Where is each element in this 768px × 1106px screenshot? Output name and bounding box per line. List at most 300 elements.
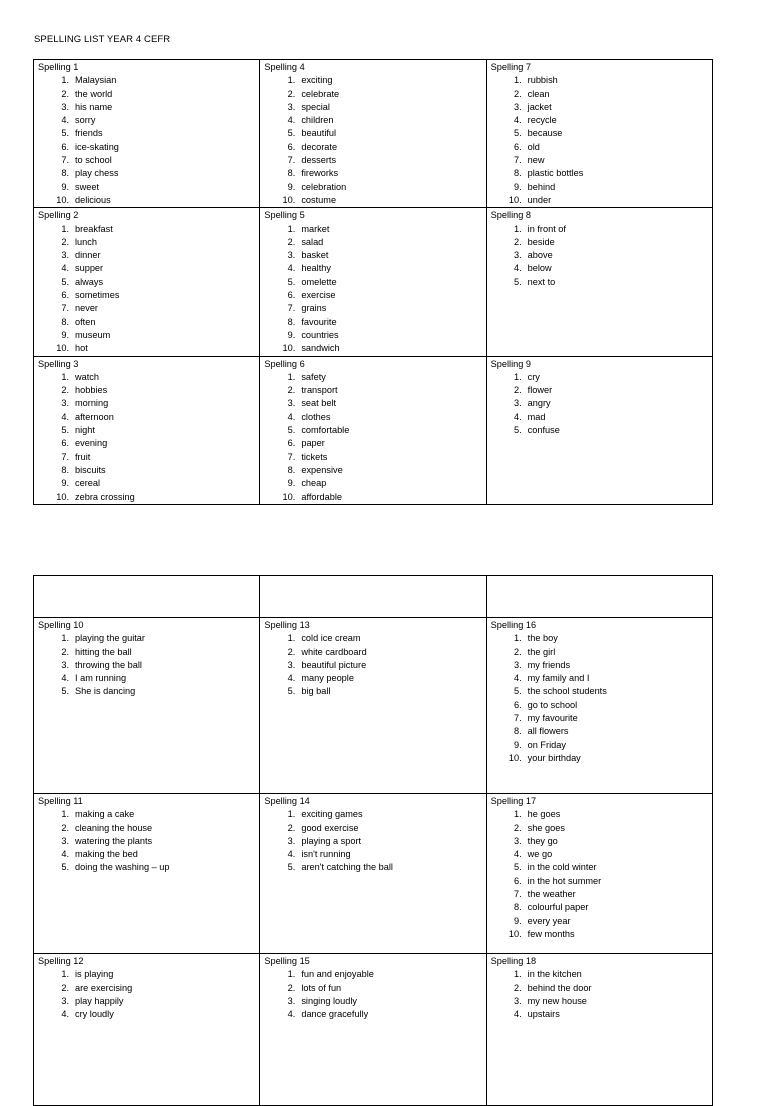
item-number: 7. bbox=[513, 713, 522, 724]
word-text: making the bed bbox=[75, 849, 138, 860]
spelling-title: Spelling 10 bbox=[38, 620, 84, 630]
item-number: 2. bbox=[287, 385, 296, 396]
word-item bbox=[264, 861, 482, 874]
item-number: 5. bbox=[61, 686, 69, 697]
word-item bbox=[491, 646, 709, 659]
word-text: ice-skating bbox=[75, 141, 119, 152]
item-number: 2. bbox=[287, 982, 296, 993]
word-text: sorry bbox=[75, 115, 96, 126]
word-list bbox=[264, 74, 482, 207]
item-number: 4. bbox=[287, 673, 296, 684]
word-text: dinner bbox=[75, 250, 101, 261]
word-item bbox=[264, 384, 482, 397]
word-text: big ball bbox=[301, 686, 331, 697]
spelling-cell bbox=[260, 208, 486, 356]
word-item bbox=[264, 632, 482, 645]
word-item bbox=[491, 154, 709, 167]
word-text: expensive bbox=[301, 464, 343, 475]
item-number: 4. bbox=[287, 849, 296, 860]
word-item bbox=[491, 397, 709, 410]
item-number: 5. bbox=[61, 425, 69, 436]
item-number: 4. bbox=[513, 263, 522, 274]
word-text: the school students bbox=[527, 686, 607, 697]
word-text: plastic bottles bbox=[527, 168, 584, 179]
word-item bbox=[38, 995, 256, 1008]
item-number: 3. bbox=[287, 101, 296, 112]
item-number: 4. bbox=[61, 1009, 69, 1020]
word-item bbox=[491, 141, 709, 154]
word-text: delicious bbox=[75, 194, 111, 205]
word-item bbox=[38, 808, 256, 821]
word-item bbox=[38, 659, 256, 672]
word-text: never bbox=[75, 303, 98, 314]
spelling-cell bbox=[486, 356, 712, 504]
spelling-title: Spelling 9 bbox=[490, 358, 532, 369]
word-text: new bbox=[527, 155, 545, 166]
word-text: she goes bbox=[527, 822, 565, 833]
word-text: your birthday bbox=[527, 752, 581, 763]
word-item bbox=[38, 329, 256, 342]
item-number: 7. bbox=[61, 303, 69, 314]
word-item bbox=[491, 1008, 709, 1021]
word-list bbox=[38, 632, 256, 698]
item-number: 10. bbox=[508, 194, 522, 205]
word-item bbox=[38, 181, 256, 194]
word-item bbox=[38, 262, 256, 275]
word-item bbox=[38, 342, 256, 355]
item-number: 6. bbox=[513, 699, 522, 710]
word-text: clean bbox=[527, 88, 550, 99]
word-text: under bbox=[527, 194, 552, 205]
word-item bbox=[264, 1008, 482, 1021]
word-text: behind the door bbox=[527, 982, 592, 993]
word-item bbox=[491, 236, 709, 249]
item-number: 4. bbox=[287, 1009, 296, 1020]
word-text: in front of bbox=[527, 223, 566, 234]
item-number: 3. bbox=[513, 101, 522, 112]
word-item bbox=[264, 194, 482, 207]
word-item bbox=[491, 739, 709, 752]
word-text: transport bbox=[301, 385, 338, 396]
word-text: my new house bbox=[527, 995, 587, 1006]
word-text: salad bbox=[301, 236, 324, 247]
word-item bbox=[38, 685, 256, 698]
item-number: 3. bbox=[287, 659, 296, 670]
word-text: fruit bbox=[75, 451, 91, 462]
item-number: 5. bbox=[287, 686, 296, 697]
item-number: 5. bbox=[513, 425, 522, 436]
item-number: 3. bbox=[513, 659, 522, 670]
word-text: beside bbox=[527, 236, 555, 247]
word-item bbox=[491, 101, 709, 114]
word-text: his name bbox=[75, 101, 113, 112]
item-number: 3. bbox=[513, 250, 522, 261]
item-number: 5. bbox=[61, 862, 69, 873]
item-number: 1. bbox=[513, 969, 522, 980]
item-number: 2. bbox=[61, 982, 69, 993]
word-list bbox=[264, 371, 482, 504]
word-text: watch bbox=[75, 371, 100, 382]
word-text: supper bbox=[75, 263, 104, 274]
word-item bbox=[264, 141, 482, 154]
item-number: 2. bbox=[287, 822, 296, 833]
word-text: costume bbox=[301, 194, 337, 205]
item-number: 8. bbox=[61, 464, 69, 475]
item-number: 1. bbox=[513, 75, 522, 86]
word-text: to school bbox=[75, 155, 112, 166]
item-number: 7. bbox=[513, 889, 522, 900]
word-item bbox=[264, 995, 482, 1008]
item-number: 2. bbox=[61, 236, 69, 247]
word-item bbox=[491, 808, 709, 821]
word-text: lunch bbox=[75, 236, 97, 247]
word-text: isn't running bbox=[301, 849, 351, 860]
word-item bbox=[264, 659, 482, 672]
spelling-cell bbox=[34, 356, 260, 504]
word-item bbox=[38, 194, 256, 207]
word-text: She is dancing bbox=[75, 686, 136, 697]
word-list bbox=[38, 74, 256, 207]
word-item bbox=[264, 848, 482, 861]
item-number: 9. bbox=[287, 329, 296, 340]
spelling-cell bbox=[486, 60, 712, 208]
word-item bbox=[264, 262, 482, 275]
word-text: play chess bbox=[75, 168, 119, 179]
table-2-body bbox=[34, 576, 713, 1106]
word-text: night bbox=[75, 425, 95, 436]
word-text: above bbox=[527, 250, 553, 261]
item-number: 5. bbox=[513, 128, 522, 139]
item-number: 9. bbox=[61, 329, 69, 340]
word-item bbox=[491, 371, 709, 384]
item-number: 9. bbox=[287, 181, 296, 192]
word-item bbox=[38, 672, 256, 685]
word-text: the weather bbox=[527, 889, 576, 900]
word-text: in the cold winter bbox=[527, 862, 597, 873]
table-row bbox=[34, 794, 713, 954]
word-text: museum bbox=[75, 329, 111, 340]
word-text: hobbies bbox=[75, 385, 108, 396]
item-number: 2. bbox=[513, 822, 522, 833]
item-number: 1. bbox=[287, 75, 296, 86]
item-number: 4. bbox=[513, 849, 522, 860]
spelling-title: Spelling 14 bbox=[264, 796, 310, 806]
item-number: 8. bbox=[61, 316, 69, 327]
item-number: 5. bbox=[513, 862, 522, 873]
item-number: 3. bbox=[287, 995, 296, 1006]
word-text: special bbox=[301, 101, 330, 112]
item-number: 1. bbox=[61, 633, 69, 644]
word-item bbox=[491, 127, 709, 140]
word-item bbox=[491, 672, 709, 685]
item-number: 5. bbox=[513, 686, 522, 697]
item-number: 10. bbox=[282, 343, 296, 354]
spelling-title: Spelling 4 bbox=[264, 62, 305, 72]
word-item bbox=[264, 302, 482, 315]
word-text: breakfast bbox=[75, 223, 113, 234]
item-number: 4. bbox=[513, 115, 522, 126]
item-number: 8. bbox=[61, 168, 69, 179]
item-number: 2. bbox=[287, 88, 296, 99]
word-text: sandwich bbox=[301, 343, 340, 354]
item-number: 10. bbox=[56, 194, 69, 205]
word-item bbox=[491, 88, 709, 101]
word-item bbox=[264, 982, 482, 995]
word-item bbox=[264, 424, 482, 437]
word-text: decorate bbox=[301, 141, 338, 152]
word-text: often bbox=[75, 316, 96, 327]
word-text: aren't catching the ball bbox=[301, 862, 393, 873]
item-number: 7. bbox=[287, 451, 296, 462]
word-item bbox=[264, 167, 482, 180]
item-number: 4. bbox=[513, 673, 522, 684]
word-text: morning bbox=[75, 398, 109, 409]
word-item bbox=[264, 968, 482, 981]
word-text: singing loudly bbox=[301, 995, 358, 1006]
word-item bbox=[264, 477, 482, 490]
word-list bbox=[491, 74, 709, 207]
item-number: 6. bbox=[61, 290, 69, 301]
word-list bbox=[264, 968, 482, 1021]
word-item bbox=[491, 223, 709, 236]
word-item bbox=[264, 835, 482, 848]
item-number: 6. bbox=[61, 438, 69, 449]
item-number: 2. bbox=[513, 236, 522, 247]
item-number: 2. bbox=[513, 88, 522, 99]
item-number: 1. bbox=[287, 633, 296, 644]
item-number: 9. bbox=[513, 915, 522, 926]
word-item bbox=[264, 371, 482, 384]
word-text: affordable bbox=[301, 491, 343, 502]
spelling-title: Spelling 5 bbox=[264, 210, 305, 221]
word-text: beautiful bbox=[301, 128, 337, 139]
blank-cell bbox=[260, 576, 486, 618]
word-text: sometimes bbox=[75, 290, 120, 301]
item-number: 2. bbox=[513, 646, 522, 657]
word-text: omelette bbox=[301, 276, 337, 287]
word-text: friends bbox=[75, 128, 103, 139]
item-number: 10. bbox=[282, 491, 296, 502]
item-number: 4. bbox=[287, 411, 296, 422]
table-row bbox=[34, 208, 713, 356]
word-text: celebrate bbox=[301, 88, 340, 99]
item-number: 2. bbox=[61, 88, 69, 99]
spelling-cell bbox=[260, 954, 486, 1106]
item-number: 4. bbox=[513, 1009, 522, 1020]
word-text: I am running bbox=[75, 673, 127, 684]
word-item bbox=[491, 915, 709, 928]
item-number: 1. bbox=[287, 969, 296, 980]
word-text: cheap bbox=[301, 478, 327, 489]
item-number: 1. bbox=[61, 371, 69, 382]
spelling-cell bbox=[34, 208, 260, 356]
word-item bbox=[264, 181, 482, 194]
spelling-title: Spelling 1 bbox=[38, 62, 79, 72]
word-text: safety bbox=[301, 371, 326, 382]
word-text: many people bbox=[301, 673, 354, 684]
item-number: 4. bbox=[61, 263, 69, 274]
word-item bbox=[38, 397, 256, 410]
item-number: 1. bbox=[61, 809, 69, 820]
word-item bbox=[38, 464, 256, 477]
word-text: doing the washing – up bbox=[75, 862, 170, 873]
word-item bbox=[264, 822, 482, 835]
item-number: 1. bbox=[287, 809, 296, 820]
word-item bbox=[491, 901, 709, 914]
word-item bbox=[491, 861, 709, 874]
word-item bbox=[264, 249, 482, 262]
spelling-cell bbox=[486, 954, 712, 1106]
item-number: 9. bbox=[61, 181, 69, 192]
item-number: 3. bbox=[513, 398, 522, 409]
item-number: 2. bbox=[61, 822, 69, 833]
word-item bbox=[491, 262, 709, 275]
item-number: 5. bbox=[287, 276, 296, 287]
item-number: 10. bbox=[282, 194, 296, 205]
spelling-title: Spelling 17 bbox=[490, 796, 537, 806]
word-item bbox=[264, 236, 482, 249]
spelling-table-2 bbox=[33, 575, 713, 1106]
word-list bbox=[491, 223, 709, 289]
word-text: the girl bbox=[527, 646, 556, 657]
spelling-title: Spelling 12 bbox=[38, 956, 84, 966]
word-text: cry loudly bbox=[75, 1009, 114, 1020]
word-text: hitting the ball bbox=[75, 646, 132, 657]
word-text: evening bbox=[75, 438, 108, 449]
spelling-cell bbox=[486, 208, 712, 356]
word-text: angry bbox=[527, 398, 551, 409]
spelling-title: Spelling 16 bbox=[490, 620, 537, 630]
word-item bbox=[38, 249, 256, 262]
word-text: dance gracefully bbox=[301, 1009, 369, 1020]
word-list bbox=[491, 808, 709, 941]
table-row bbox=[34, 618, 713, 794]
word-item bbox=[38, 101, 256, 114]
item-number: 1. bbox=[61, 969, 69, 980]
item-number: 3. bbox=[287, 398, 296, 409]
word-list bbox=[264, 223, 482, 356]
spelling-cell bbox=[486, 794, 712, 954]
spelling-cell bbox=[34, 618, 260, 794]
word-text: old bbox=[527, 141, 540, 152]
word-text: throwing the ball bbox=[75, 659, 142, 670]
word-item bbox=[491, 167, 709, 180]
word-text: zebra crossing bbox=[75, 491, 135, 502]
word-item bbox=[38, 1008, 256, 1021]
item-number: 6. bbox=[287, 141, 296, 152]
item-number: 3. bbox=[513, 835, 522, 846]
spelling-cell bbox=[260, 356, 486, 504]
word-item bbox=[491, 424, 709, 437]
word-item bbox=[38, 411, 256, 424]
spelling-cell bbox=[34, 60, 260, 208]
word-item bbox=[264, 223, 482, 236]
spelling-title: Spelling 11 bbox=[38, 796, 83, 806]
word-item bbox=[38, 154, 256, 167]
item-number: 8. bbox=[513, 902, 522, 913]
word-item bbox=[491, 74, 709, 87]
word-item bbox=[38, 371, 256, 384]
word-text: beautiful picture bbox=[301, 659, 367, 670]
spelling-title: Spelling 15 bbox=[264, 956, 310, 966]
word-text: grains bbox=[301, 303, 327, 314]
word-item bbox=[491, 384, 709, 397]
item-number: 5. bbox=[61, 276, 69, 287]
word-item bbox=[38, 982, 256, 995]
word-text: paper bbox=[301, 438, 325, 449]
blank-cell bbox=[486, 576, 712, 618]
word-text: market bbox=[301, 223, 330, 234]
word-item bbox=[264, 672, 482, 685]
item-number: 5. bbox=[513, 276, 522, 287]
item-number: 3. bbox=[61, 250, 69, 261]
word-item bbox=[491, 659, 709, 672]
word-text: is playing bbox=[75, 969, 114, 980]
item-number: 10. bbox=[56, 343, 69, 354]
spelling-cell bbox=[260, 618, 486, 794]
word-text: upstairs bbox=[527, 1009, 560, 1020]
item-number: 9. bbox=[61, 478, 69, 489]
word-text: always bbox=[75, 276, 104, 287]
word-text: healthy bbox=[301, 263, 331, 274]
word-text: we go bbox=[527, 849, 553, 860]
word-list bbox=[38, 223, 256, 356]
word-text: my friends bbox=[527, 659, 571, 670]
word-item bbox=[38, 316, 256, 329]
word-item bbox=[264, 685, 482, 698]
word-text: children bbox=[301, 115, 334, 126]
word-item bbox=[38, 822, 256, 835]
word-text: next to bbox=[527, 276, 556, 287]
item-number: 2. bbox=[287, 646, 296, 657]
word-text: making a cake bbox=[75, 809, 135, 820]
spelling-title: Spelling 8 bbox=[490, 210, 532, 221]
word-item bbox=[264, 74, 482, 87]
word-item bbox=[38, 276, 256, 289]
word-text: confuse bbox=[527, 425, 560, 436]
word-text: Malaysian bbox=[75, 75, 117, 86]
word-text: playing a sport bbox=[301, 835, 362, 846]
word-item bbox=[491, 928, 709, 941]
word-text: cereal bbox=[75, 478, 101, 489]
spelling-title: Spelling 18 bbox=[490, 956, 537, 966]
item-number: 5. bbox=[287, 425, 296, 436]
item-number: 6. bbox=[287, 438, 296, 449]
word-item bbox=[264, 114, 482, 127]
word-item bbox=[491, 632, 709, 645]
word-text: my family and I bbox=[527, 673, 590, 684]
item-number: 2. bbox=[61, 646, 69, 657]
item-number: 3. bbox=[61, 995, 69, 1006]
word-item bbox=[491, 982, 709, 995]
word-item bbox=[264, 437, 482, 450]
word-text: in the kitchen bbox=[527, 969, 582, 980]
word-text: good exercise bbox=[301, 822, 359, 833]
word-list bbox=[264, 632, 482, 698]
word-text: sweet bbox=[75, 181, 100, 192]
word-text: my favourite bbox=[527, 713, 578, 724]
item-number: 2. bbox=[287, 236, 296, 247]
word-item bbox=[264, 154, 482, 167]
word-item bbox=[491, 875, 709, 888]
word-item bbox=[38, 835, 256, 848]
item-number: 3. bbox=[61, 659, 69, 670]
spelling-cell bbox=[260, 60, 486, 208]
item-number: 6. bbox=[61, 141, 69, 152]
word-item bbox=[38, 632, 256, 645]
word-item bbox=[491, 411, 709, 424]
item-number: 5. bbox=[61, 128, 69, 139]
